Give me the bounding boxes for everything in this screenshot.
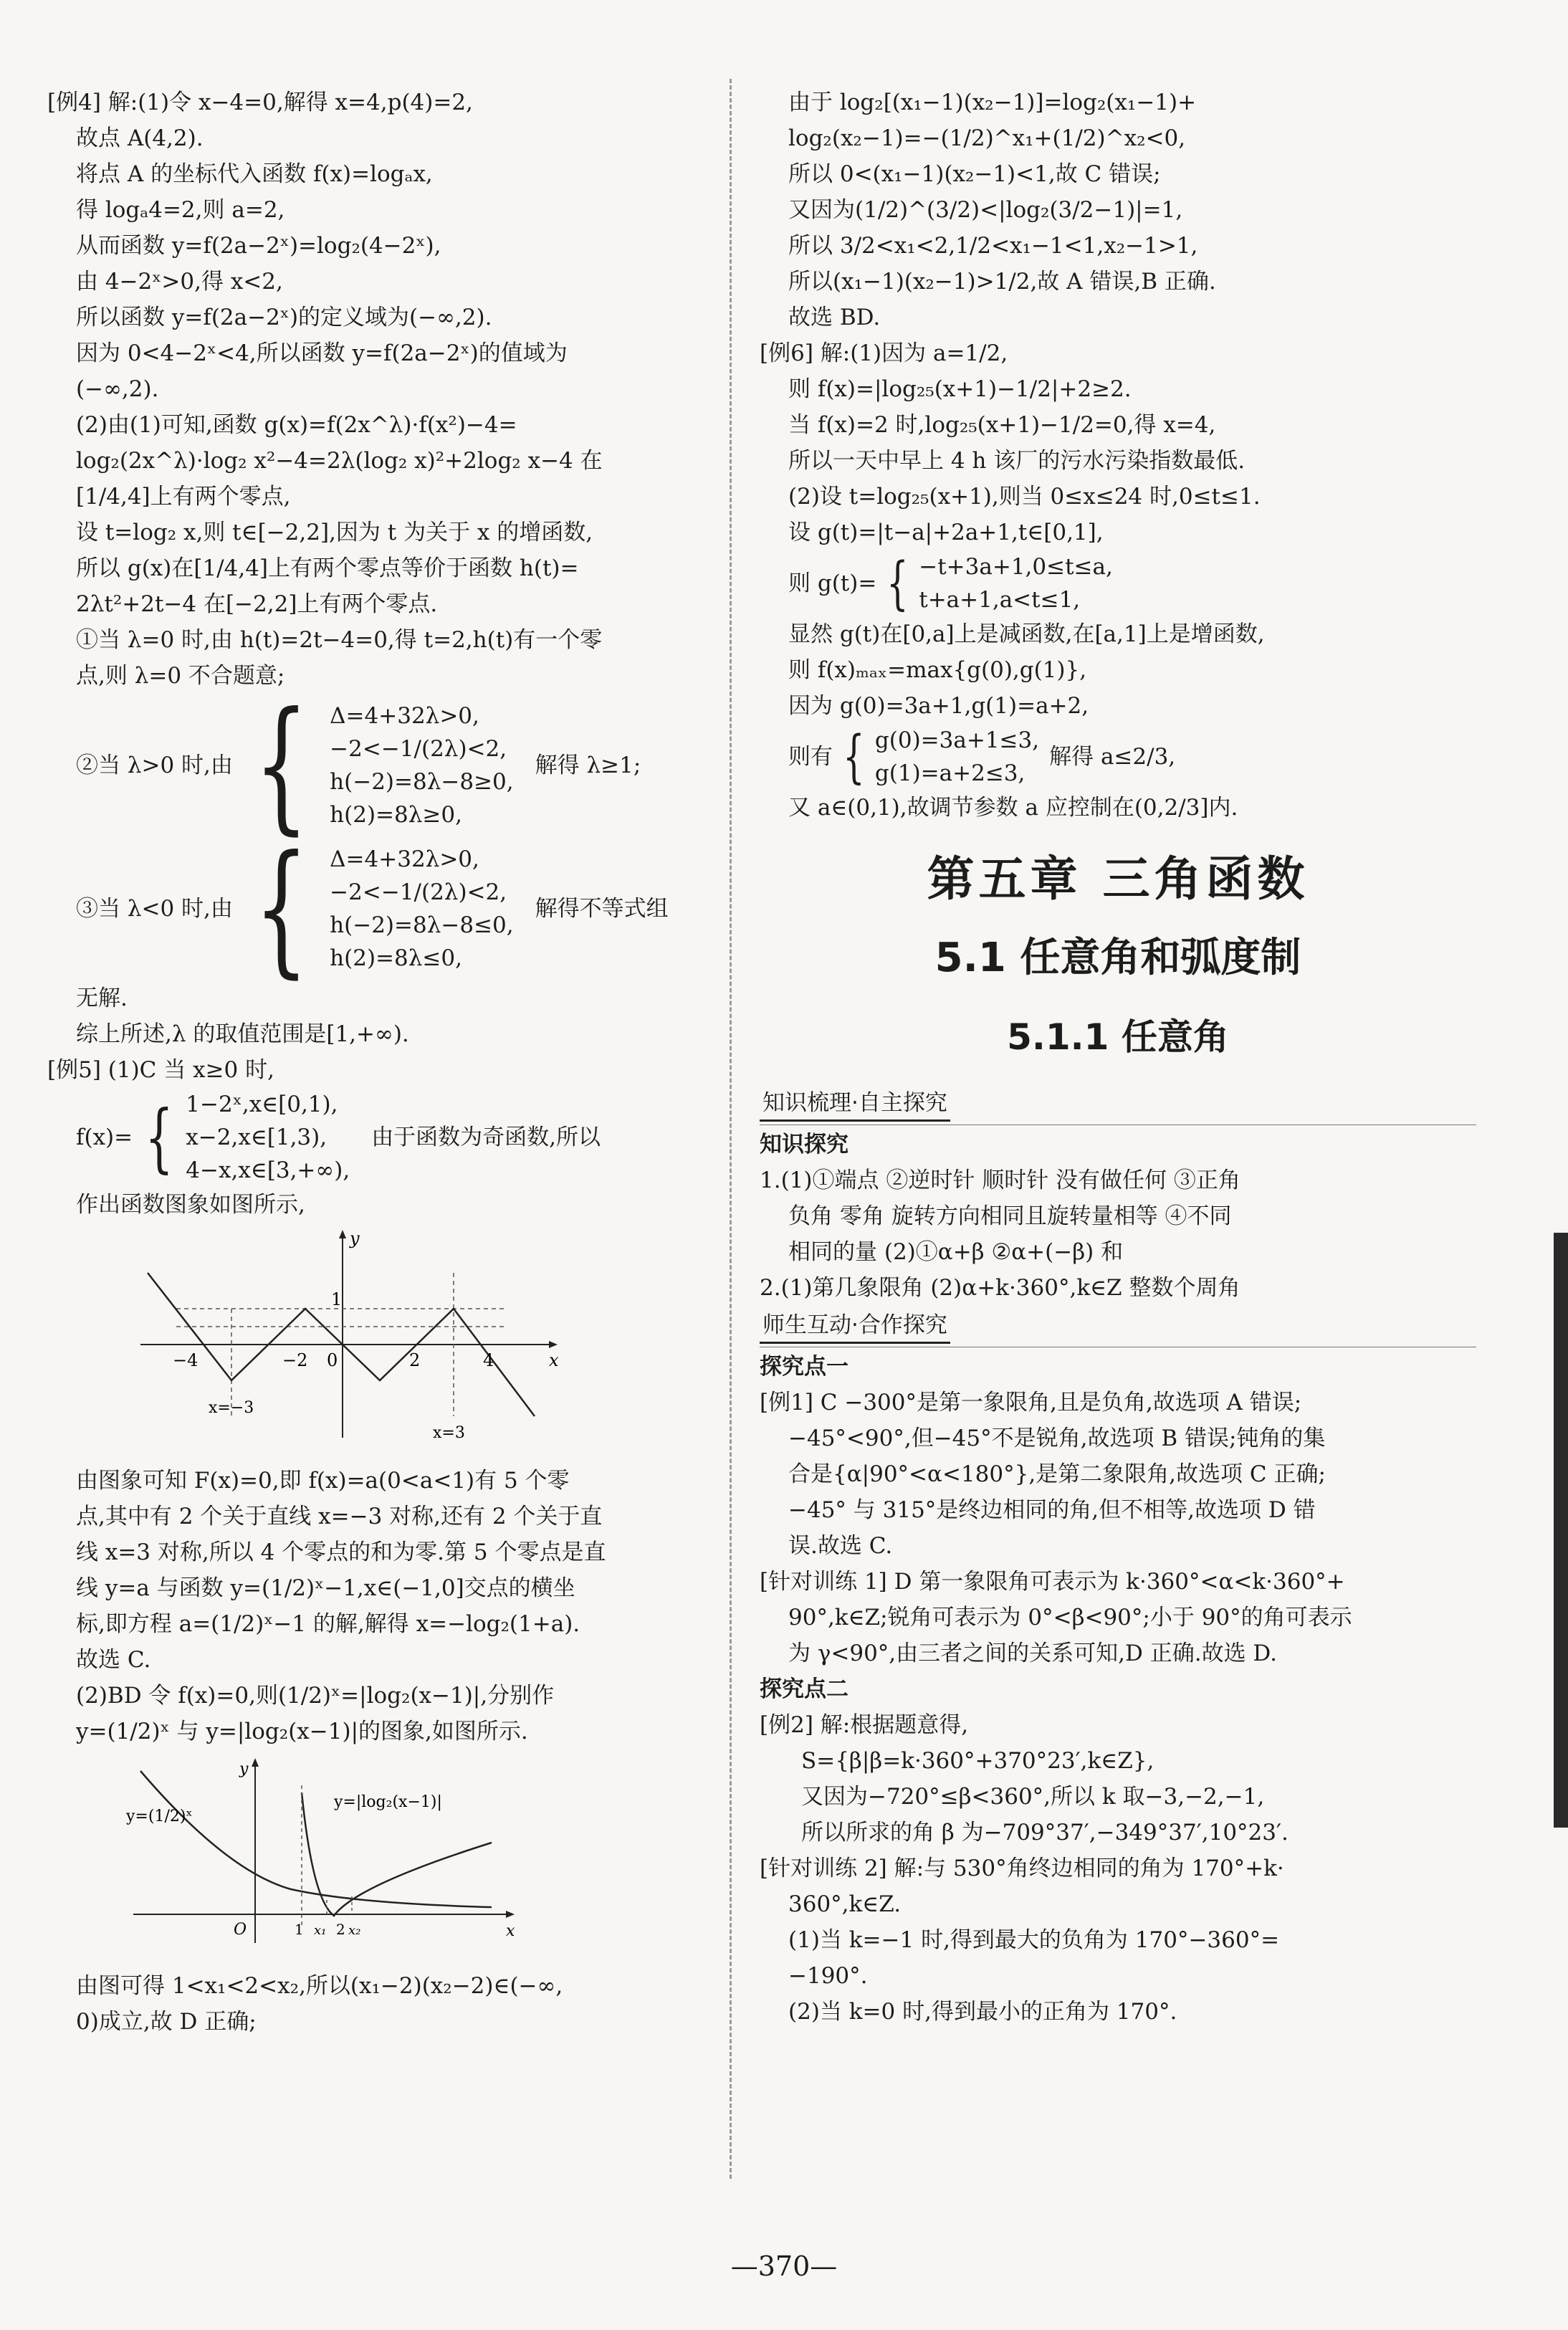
text-line: −190°.	[788, 1963, 868, 1989]
subheading: 知识探究	[760, 1132, 848, 1157]
text-line: (2)由(1)可知,函数 g(x)=f(2x^λ)·f(x²)−4=	[76, 412, 517, 438]
text-line: 线 y=a 与函数 y=(1/2)ˣ−1,x∈(−1,0]交点的横坐	[76, 1575, 575, 1601]
piecewise-cases	[186, 1088, 350, 1187]
text-line: −45°<90°,但−45°不是锐角,故选项 B 错误;钝角的集	[788, 1426, 1326, 1451]
text-line: 360°,k∈Z.	[788, 1891, 902, 1917]
text-line: 得 logₐ4=2,则 a=2,	[76, 197, 285, 223]
text-line: 又 a∈(0,1),故调节参数 a 应控制在(0,2/3]内.	[788, 795, 1238, 821]
inequality-g	[760, 724, 1476, 790]
text-line: log₂(x₂−1)=−(1/2)^x₁+(1/2)^x₂<0,	[788, 125, 1186, 151]
text-line: 设 g(t)=|t−a|+2a+1,t∈[0,1],	[788, 520, 1104, 545]
text-line: 由图象可知 F(x)=0,即 f(x)=a(0<a<1)有 5 个零	[76, 1468, 570, 1494]
text-line: 作出函数图象如图所示,	[76, 1192, 305, 1218]
text-line: ①当 λ=0 时,由 h(t)=2t−4=0,得 t=2,h(t)有一个零	[76, 627, 603, 653]
text-line: 所以 0<(x₁−1)(x₂−1)<1,故 C 错误;	[788, 161, 1161, 187]
piecewise-cases	[919, 550, 1113, 616]
text-line: 从而函数 y=f(2a−2ˣ)=log₂(4−2ˣ),	[76, 233, 441, 259]
right-column	[760, 85, 1476, 2030]
text-line: 线 x=3 对称,所以 4 个零点的和为零.第 5 个零点是直	[76, 1539, 606, 1565]
text-line: 合是{α|90°<α<180°},是第二象限角,故选项 C 正确;	[788, 1461, 1326, 1487]
text-line: 误.故选 C.	[788, 1533, 893, 1559]
brace: {	[886, 550, 909, 616]
text-line: [例6] 解:(1)因为 a=1/2,	[760, 340, 1008, 366]
equation: h(−2)=8λ−8≥0,	[330, 769, 514, 795]
text-line: 则有	[788, 744, 833, 770]
line-label: x=3	[433, 1424, 465, 1442]
tick-label: x₂	[348, 1923, 361, 1938]
tick-label: −2	[282, 1350, 308, 1370]
x-axis-arrow	[506, 1911, 515, 1918]
left-column	[47, 85, 714, 2040]
text-line: [例4] 解:(1)令 x−4=0,解得 x=4,p(4)=2,	[47, 90, 473, 115]
equation: 4−x,x∈[3,+∞),	[186, 1157, 350, 1183]
text-line: 因为 0<4−2ˣ<4,所以函数 y=f(2a−2ˣ)的值域为	[76, 340, 568, 366]
text-line: [针对训练 1] D 第一象限角可表示为 k·360°<α<k·360°+	[760, 1569, 1345, 1595]
text-line: log₂(2x^λ)·log₂ x²−4=2λ(log₂ x)²+2log₂ x−4 在	[76, 448, 603, 474]
equation: h(2)=8λ≤0,	[330, 945, 462, 971]
equation: t+a+1,a<t≤1,	[919, 587, 1081, 613]
curve-label: y=|log₂(x−1)|	[334, 1793, 442, 1811]
text-line: (1)当 k=−1 时,得到最大的负角为 170°−360°=	[788, 1927, 1280, 1953]
brace: {	[145, 1094, 174, 1181]
figure-log-exp-graph	[119, 1757, 714, 1961]
text-line: 综上所述,λ 的取值范围是[1,+∞).	[76, 1021, 409, 1047]
exp-curve	[140, 1771, 492, 1907]
equation: h(2)=8λ≥0,	[330, 802, 462, 828]
text-line: 点,则 λ=0 不合题意;	[76, 663, 285, 689]
subsection-title: 5.1.1 任意角	[1007, 1016, 1229, 1058]
text-line: 将点 A 的坐标代入函数 f(x)=logₐx,	[76, 161, 433, 187]
text-line: 当 f(x)=2 时,log₂₅(x+1)−1/2=0,得 x=4,	[788, 412, 1216, 438]
equation: 1−2ˣ,x∈[0,1),	[186, 1092, 338, 1117]
text-line: [针对训练 2] 解:与 530°角终边相同的角为 170°+k·	[760, 1856, 1284, 1881]
text-line: 2λt²+2t−4 在[−2,2]上有两个零点.	[76, 591, 438, 617]
solution-text: 解得 λ≥1;	[535, 753, 641, 778]
tick-label: 1	[331, 1289, 343, 1309]
graph-svg	[119, 1230, 563, 1445]
subheading: 探究点二	[760, 1676, 848, 1702]
text-line: (−∞,2).	[76, 376, 159, 402]
x-label: x	[506, 1922, 515, 1940]
case-lambda-negative	[47, 825, 714, 992]
equation: Δ=4+32λ>0,	[330, 703, 479, 729]
text-line: (2)当 k=0 时,得到最小的正角为 170°.	[788, 1999, 1177, 2025]
text-line: 为 γ<90°,由三者之间的关系可知,D 正确.故选 D.	[788, 1641, 1278, 1666]
text-line: 则 f(x)ₘₐₓ=max{g(0),g(1)},	[788, 657, 1087, 683]
x-label: x	[549, 1350, 559, 1370]
text-line: −45° 与 315°是终边相同的角,但不相等,故选项 D 错	[788, 1497, 1316, 1523]
text-line: 故选 C.	[76, 1647, 151, 1673]
piecewise-label: f(x)=	[76, 1125, 133, 1150]
case-label: ②当 λ>0 时,由	[76, 753, 233, 778]
equation: g(0)=3a+1≤3,	[874, 727, 1040, 753]
text-line: 因为 g(0)=3a+1,g(1)=a+2,	[788, 693, 1089, 719]
text-line: [1/4,4]上有两个零点,	[76, 484, 291, 510]
y-axis-arrow	[339, 1230, 346, 1238]
text-line: (2)BD 令 f(x)=0,则(1/2)ˣ=|log₂(x−1)|,分别作	[76, 1683, 555, 1709]
chapter-title: 第五章 三角函数	[927, 851, 1309, 907]
y-label: y	[350, 1230, 360, 1248]
brace: {	[254, 825, 309, 992]
x-axis-arrow	[549, 1341, 558, 1348]
tick-label: −4	[173, 1350, 199, 1370]
text-line: 又因为−720°≤β<360°,所以 k 取−3,−2,−1,	[801, 1784, 1265, 1810]
edge-tab	[1554, 1233, 1568, 1828]
text-line: 所以(x₁−1)(x₂−1)>1/2,故 A 错误,B 正确.	[788, 269, 1216, 295]
text-line: [例2] 解:根据题意得,	[760, 1712, 969, 1738]
text-line: 所以一天中早上 4 h 该厂的污水污染指数最低.	[788, 448, 1246, 474]
equation: Δ=4+32λ>0,	[330, 846, 479, 872]
piecewise-f	[47, 1088, 714, 1187]
graph-svg	[119, 1757, 520, 1950]
text-line: 所以 g(x)在[1/4,4]上有两个零点等价于函数 h(t)=	[76, 555, 579, 581]
tick-label: 1	[295, 1921, 304, 1938]
text-line: 点,其中有 2 个关于直线 x=−3 对称,还有 2 个关于直	[76, 1504, 603, 1529]
inequality-system	[330, 700, 513, 831]
text-line: 所以函数 y=f(2a−2ˣ)的定义域为(−∞,2).	[76, 305, 492, 330]
equation: g(1)=a+2≤3,	[874, 760, 1026, 786]
tick-label: 2	[336, 1921, 345, 1938]
banner-label: 知识梳理·自主探究	[760, 1087, 950, 1122]
case-lambda-positive	[47, 682, 714, 849]
piecewise-g	[760, 550, 1476, 616]
text-line: 由于函数为奇函数,所以	[371, 1125, 601, 1150]
solution-text: 解得不等式组	[535, 896, 669, 922]
piecewise-label: 则 g(t)=	[788, 570, 877, 596]
text-line: 设 t=log₂ x,则 t∈[−2,2],因为 t 为关于 x 的增函数,	[76, 520, 593, 545]
figure-piecewise-graph	[119, 1230, 714, 1456]
equation: −t+3a+1,0≤t≤a,	[919, 554, 1113, 580]
inequality-system	[875, 724, 1039, 790]
text-line: 2.(1)第几象限角 (2)α+k·360°,k∈Z 整数个周角	[760, 1275, 1240, 1301]
text-line: 故点 A(4,2).	[76, 125, 204, 151]
line-label: x=−3	[209, 1399, 254, 1417]
banner	[760, 1306, 1476, 1347]
text-line: 故选 BD.	[788, 305, 881, 330]
text-line: 又因为(1/2)^(3/2)<|log₂(3/2−1)|=1,	[788, 197, 1183, 223]
text-line: 90°,k∈Z;锐角可表示为 0°<β<90°;小于 90°的角可表示	[788, 1605, 1352, 1630]
tick-label: 0	[327, 1350, 338, 1370]
text-line: 由图可得 1<x₁<2<x₂,所以(x₁−2)(x₂−2)∈(−∞,	[76, 1973, 563, 1999]
text-line: 负角 零角 旋转方向相同且旋转量相等 ④不同	[788, 1203, 1232, 1229]
text-line: (2)设 t=log₂₅(x+1),则当 0≤x≤24 时,0≤t≤1.	[788, 484, 1261, 510]
tick-label: x₁	[314, 1923, 327, 1938]
text-line: 显然 g(t)在[0,a]上是减函数,在[a,1]上是增函数,	[788, 621, 1265, 647]
text-line: 所以 3/2<x₁<2,1/2<x₁−1<1,x₂−1>1,	[788, 233, 1198, 259]
text-line: 无解.	[76, 985, 128, 1011]
case-label: ③当 λ<0 时,由	[76, 896, 233, 922]
text-line: 0)成立,故 D 正确;	[76, 2009, 257, 2035]
text-line: 相同的量 (2)①α+β ②α+(−β) 和	[788, 1239, 1124, 1265]
equation: h(−2)=8λ−8≤0,	[330, 912, 514, 938]
banner-label: 师生互动·合作探究	[760, 1309, 950, 1344]
column-divider	[730, 79, 732, 2179]
text-line: [例1] C −300°是第一象限角,且是负角,故选项 A 错误;	[760, 1390, 1302, 1415]
subheading: 探究点一	[760, 1354, 848, 1380]
y-label: y	[239, 1760, 249, 1778]
text-line: 由于 log₂[(x₁−1)(x₂−1)]=log₂(x₁−1)+	[788, 90, 1197, 115]
equation: −2<−1/(2λ)<2,	[330, 879, 507, 905]
text-line: S={β|β=k·360°+370°23′,k∈Z},	[801, 1748, 1155, 1774]
curve-label: y=(1/2)ˣ	[126, 1808, 193, 1825]
section-title: 5.1 任意角和弧度制	[934, 935, 1301, 981]
solution-text: 解得 a≤2/3,	[1049, 744, 1176, 770]
text-line: 所以所求的角 β 为−709°37′,−349°37′,10°23′.	[801, 1820, 1289, 1846]
banner	[760, 1084, 1476, 1125]
equation: −2<−1/(2λ)<2,	[330, 736, 507, 762]
brace: {	[254, 682, 309, 849]
inequality-system	[330, 843, 513, 975]
y-axis-arrow	[252, 1758, 259, 1767]
text-line: 由 4−2ˣ>0,得 x<2,	[76, 269, 283, 295]
text-line: y=(1/2)ˣ 与 y=|log₂(x−1)|的图象,如图所示.	[76, 1719, 528, 1744]
text-line: [例5] (1)C 当 x≥0 时,	[47, 1057, 274, 1083]
equation: x−2,x∈[1,3),	[186, 1125, 328, 1150]
text-line: 标,即方程 a=(1/2)ˣ−1 的解,解得 x=−log₂(1+a).	[76, 1611, 580, 1637]
tick-label: 2	[409, 1350, 421, 1370]
text-line: 则 f(x)=|log₂₅(x+1)−1/2|+2≥2.	[788, 376, 1132, 402]
brace: {	[843, 723, 865, 790]
tick-label: 4	[483, 1350, 494, 1370]
origin-label: O	[234, 1921, 247, 1939]
text-line: 1.(1)①端点 ②逆时针 顺时针 没有做任何 ③正角	[760, 1168, 1240, 1193]
page-number: —370—	[730, 2250, 838, 2282]
